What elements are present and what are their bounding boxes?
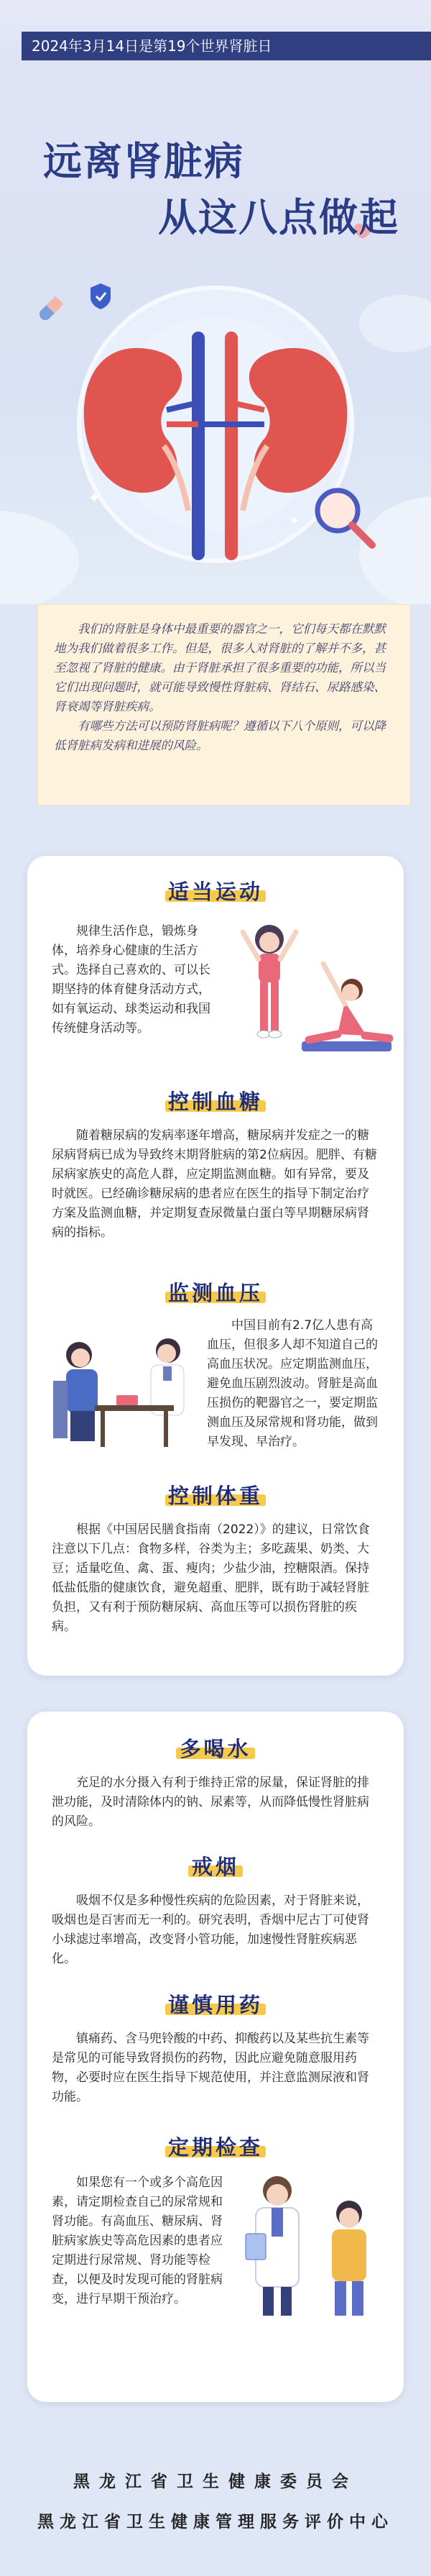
hero-title-line2: 从这八点做起: [158, 195, 399, 240]
standing-woman-figure: [243, 925, 296, 1038]
shield-icon: [91, 283, 111, 309]
section-paragraph: 规律生活作息，锻炼身体，培养身心健康的生活方式。选择自己喜欢的、可以长期坚持的体育健身活动方式，如有氧运动、球类运动和我国传统健身活动等。: [52, 924, 210, 1036]
section-text-blood-pressure: [207, 1316, 382, 1452]
section-title-medication: [27, 1989, 404, 2019]
section-text-quit-smoking: [52, 1891, 379, 1969]
intro-paragraph-question: 有哪些方法可以预防肾脏病呢？遵循以下八个原则，可以降低肾脏病发病和进展的风险。: [54, 719, 386, 752]
section-title-blood-sugar: [27, 1086, 404, 1115]
section-text-water: [52, 1773, 379, 1832]
section-title-blood-pressure: [27, 1277, 404, 1307]
section-paragraph: 根据《中国居民膳食指南（2022）》的建议，日常饮食注意以下几点：食物多样，谷类为主；多吃蔬果、奶类、大豆；适量吃鱼、禽、蛋、瘦肉；少盐少油，控糖限酒。保持低盐低脂的健康饮食，避免超重、肥胖，既有助于减轻肾脏负担，又有利于预防糖尿病、高血压等可以损伤肾脏的疾病。: [52, 1522, 370, 1634]
magnifier-icon: [318, 490, 372, 545]
section-title-text: 戒烟: [191, 1855, 239, 1879]
section-title-text: 监测血压: [167, 1281, 263, 1305]
top-banner: [0, 0, 431, 65]
cloud-decoration: [359, 496, 431, 604]
section-paragraph: 随着糖尿病的发病率逐年增高，糖尿病并发症之一的糖尿病肾病已成为导致终末期肾脏病的第2位病因。肥胖、有糖尿病家族史的高危人群，应定期监测血糖。如有异常，要及时就医。已经确诊糖尿病的患者应在医生的指导下制定治疗方案及监测血糖，并定期复查尿微量白蛋白等早期糖尿病肾病的指标。: [52, 1128, 377, 1240]
footer: [0, 2445, 431, 2576]
section-title-text: 多喝水: [180, 1737, 251, 1761]
section-title-exercise: [27, 876, 404, 905]
section-text-checkup: [52, 2173, 224, 2309]
banner-date-text: 2024年3月14日是第19个世界肾脏日: [22, 32, 431, 60]
hero-title-line1: 远离肾脏病: [43, 139, 244, 184]
patient-figure: [53, 1342, 98, 1441]
intro-box: [37, 604, 411, 805]
section-title-text: 控制体重: [167, 1484, 263, 1508]
section-text-blood-sugar: [52, 1126, 379, 1243]
footer-organization-1: 黑龙江省卫生健康委员会: [73, 2472, 358, 2491]
section-paragraph: 吸烟不仅是多种慢性疾病的危险因素，对于肾脏来说，吸烟也是百害而无一利的。研究表明，香烟中尼古丁可使肾小球滤过率增高，改变肾小管功能，加速慢性肾脏疾病恶化。: [52, 1894, 369, 1966]
section-paragraph: 中国目前有2.7亿人患有高血压，但很多人却不知道自己的高血压状况。应定期监测血压，避免血压剧烈波动。肾脏是高血压损伤的靶器官之一，要定期监测血压及尿常规和肾功能，做到早发现、早治疗。: [207, 1318, 378, 1449]
section-title-weight: [27, 1480, 404, 1509]
cloud-decoration: [0, 511, 79, 604]
stretching-woman-figure: [302, 964, 391, 1051]
exercise-illustration: [230, 912, 395, 1070]
checkup-illustration: [227, 2162, 392, 2327]
footer-organization-2: 黑龙江省卫生健康管理服务评价中心: [37, 2513, 394, 2531]
doctor-with-clipboard-figure: [246, 2176, 299, 2316]
intro-paragraph: 我们的肾脏是身体中最重要的器官之一，它们每天都在默默地为我们做着很多工作。但是，很多人对肾脏的了解并不多，甚至忽视了肾脏的健康。由于肾脏承担了很多重要的功能，所以当它们出现问题时，就可能导致慢性肾脏病、肾结石、尿路感染、肾衰竭等肾脏疾病。: [54, 622, 386, 713]
section-text-medication: [52, 2029, 379, 2107]
section-title-text: 适当运动: [167, 880, 263, 904]
tips-card-2: [27, 1712, 404, 2402]
section-title-text: 谨慎用药: [167, 1993, 263, 2017]
section-title-checkup: [27, 2132, 404, 2161]
section-text-weight: [52, 1520, 379, 1637]
section-text-exercise: [52, 922, 221, 1038]
blood-pressure-illustration: [45, 1316, 207, 1460]
sparkle-icon: ✦: [88, 490, 101, 508]
section-paragraph: 如果您有一个或多个高危因素，请定期检查自己的尿常规和肾功能。有高血压、糖尿病、肾脏病家族史等高危因素的患者应定期进行尿常规、肾功能等检查，以便及时发现可能的肾脏病变，进行早期干预治疗。: [52, 2175, 223, 2306]
section-paragraph: 镇痛药、含马兜铃酸的中药、抑酸药以及某些抗生素等是常见的可能导致肾损伤的药物，因此应避免随意服用药物，必要时应在医生指导下规范使用，并注意监测尿液和肾功能。: [52, 2032, 369, 2104]
section-title-quit-smoking: [27, 1851, 404, 1881]
hero-section: [0, 65, 431, 604]
sparkle-icon: ✦: [289, 513, 300, 529]
patient-boy-figure: [332, 2201, 366, 2316]
section-title-text: 控制血糖: [167, 1090, 263, 1114]
tips-card-1: [27, 856, 404, 1676]
section-title-water: [27, 1733, 404, 1763]
doctor-figure: [151, 1338, 184, 1415]
section-paragraph: 充足的水分摄入有利于维持正常的尿量，保证肾脏的排泄功能，及时清除体内的钠、尿素等，从而降低慢性肾脏病的风险。: [52, 1776, 369, 1829]
cloud-decoration: [359, 295, 431, 352]
capsule-icon: [37, 296, 64, 323]
section-title-text: 定期检查: [167, 2135, 263, 2160]
